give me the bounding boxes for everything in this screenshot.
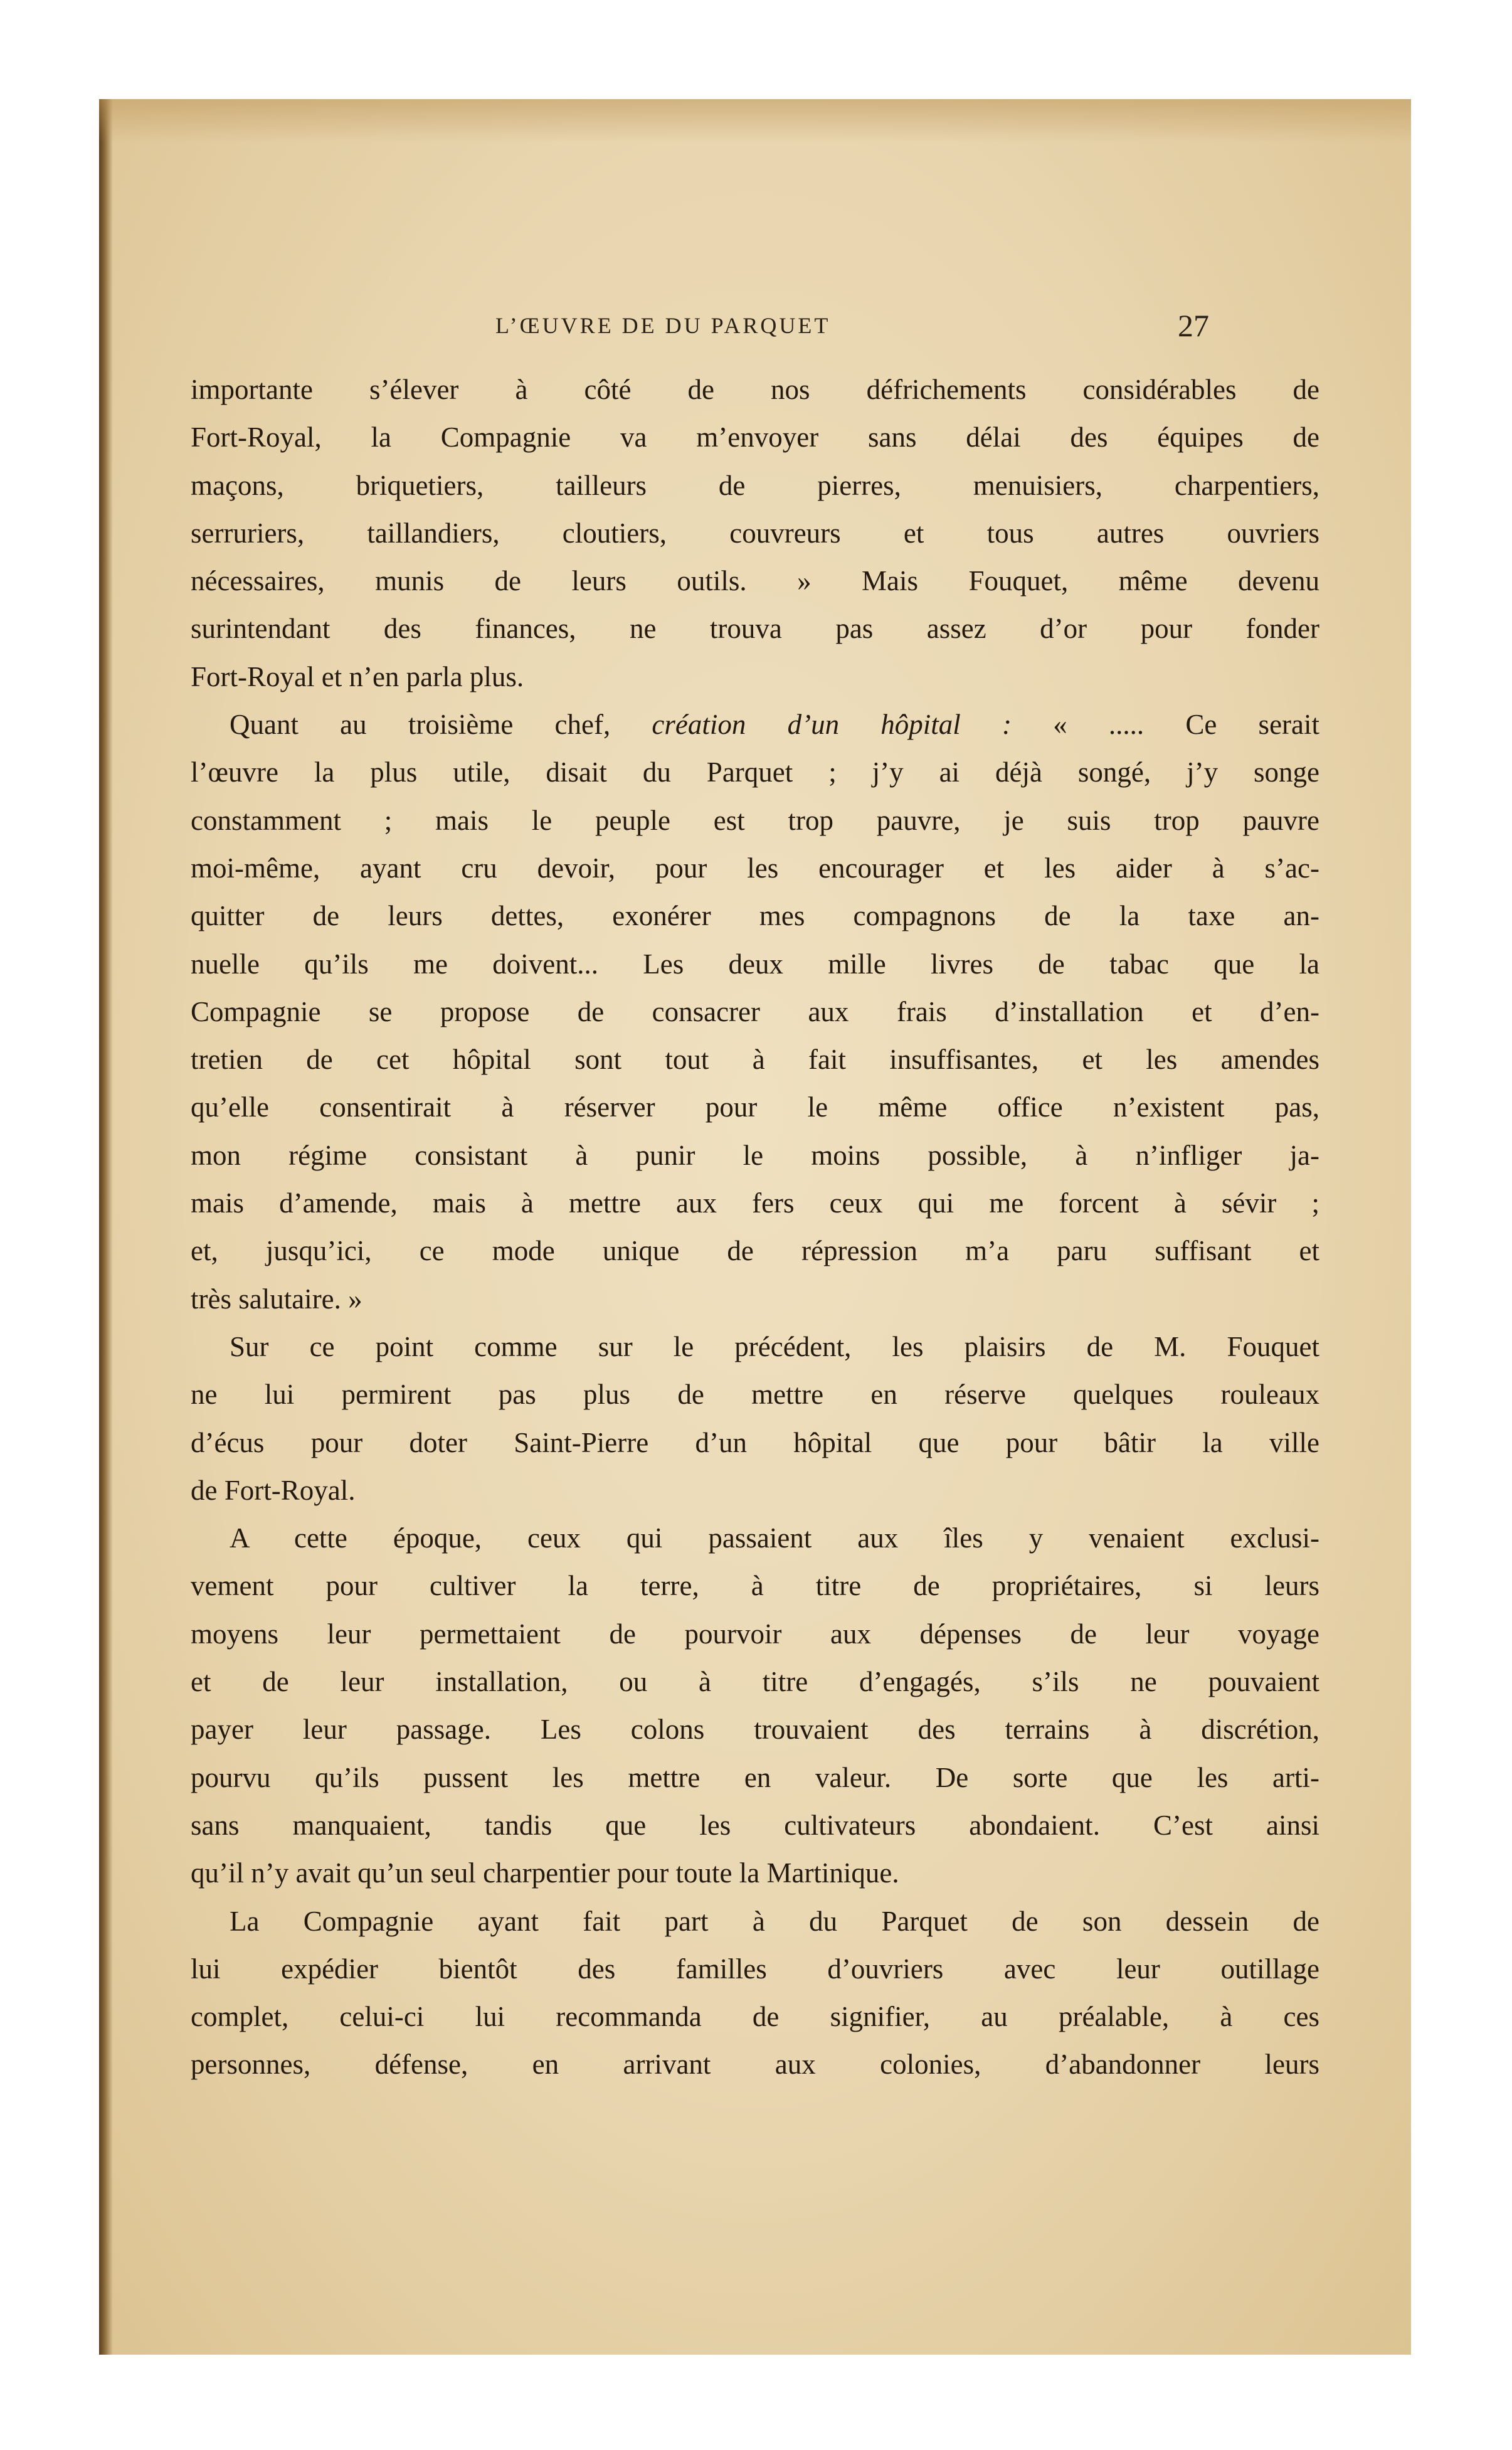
text-line: de Fort-Royal.	[191, 1474, 356, 1506]
text-line: d’écus pour doter Saint-Pierre d’un hôpital que pour bâtir la ville	[191, 1426, 1319, 1458]
text-line: nuelle qu’ils me doivent... Les deux mille livres de tabac que la	[191, 948, 1319, 980]
page-number: 27	[1178, 308, 1209, 343]
text-line: l’œuvre la plus utile, disait du Parquet ; j’y ai déjà songé, j’y songe	[191, 756, 1319, 788]
text-line: sans manquaient, tandis que les cultivateurs abondaient. C’est ainsi	[191, 1809, 1319, 1841]
running-head	[99, 307, 1411, 345]
text-line: et, jusqu’ici, ce mode unique de répression m’a paru suffisant et	[191, 1235, 1319, 1267]
text-line: A cette époque, ceux qui passaient aux îles y venaient exclusi-	[230, 1522, 1319, 1554]
text-line: quitter de leurs dettes, exonérer mes compagnons de la taxe an-	[191, 900, 1319, 932]
text-run: Quant au troisième chef,	[230, 709, 611, 741]
text-line: mon régime consistant à punir le moins possible, à n’infliger ja-	[191, 1139, 1319, 1171]
text-line: moi-même, ayant cru devoir, pour les encourager et les aider à s’ac-	[191, 852, 1319, 884]
text-line-mixed	[191, 701, 1319, 748]
text-line: tretien de cet hôpital sont tout à fait insuffisantes, et les amendes	[191, 1044, 1319, 1076]
text-line: mais d’amende, mais à mettre aux fers ceux qui me forcent à sévir ;	[191, 1187, 1319, 1219]
text-line: vement pour cultiver la terre, à titre de propriétaires, si leurs	[191, 1570, 1319, 1602]
text-line: nécessaires, munis de leurs outils. » Mais Fouquet, même devenu	[191, 565, 1319, 597]
text-line: Fort-Royal, la Compagnie va m’envoyer sans délai des équipes de	[191, 422, 1319, 453]
text-line: serruriers, taillandiers, cloutiers, couvreurs et tous autres ouvriers	[191, 517, 1319, 549]
text-line: complet, celui-ci lui recommanda de signifier, au préalable, à ces	[191, 2001, 1319, 2033]
text-line: importante s’élever à côté de nos défrichements considérables de	[191, 374, 1319, 405]
text-run: « ..... Ce serait	[1053, 709, 1320, 741]
text-line: La Compagnie ayant fait part à du Parquet de son dessein de	[230, 1905, 1319, 1937]
text-line: qu’elle consentirait à réserver pour le même office n’existent pas,	[191, 1091, 1319, 1123]
text-line: et de leur installation, ou à titre d’engagés, s’ils ne pouvaient	[191, 1666, 1319, 1698]
text-line: qu’il n’y avait qu’un seul charpentier pour toute la Martinique.	[191, 1857, 899, 1889]
text-line: Sur ce point comme sur le précédent, les plaisirs de M. Fouquet	[230, 1330, 1319, 1362]
text-line: lui expédier bientôt des familles d’ouvriers avec leur outillage	[191, 1953, 1319, 1985]
text-line: maçons, briquetiers, tailleurs de pierres, menuisiers, charpentiers,	[191, 469, 1319, 501]
body-text	[191, 366, 1319, 2089]
italic-phrase: création d’un hôpital :	[652, 709, 1012, 741]
text-line: surintendant des finances, ne trouva pas assez d’or pour fonder	[191, 613, 1319, 645]
text-line: très salutaire. »	[191, 1283, 362, 1315]
running-title: L’ŒUVRE DE DU PARQUET	[495, 313, 831, 338]
text-line: constamment ; mais le peuple est trop pauvre, je suis trop pauvre	[191, 804, 1319, 836]
text-line: Fort-Royal et n’en parla plus.	[191, 660, 524, 692]
book-page	[99, 99, 1411, 2355]
text-line: Compagnie se propose de consacrer aux frais d’installation et d’en-	[191, 995, 1319, 1027]
text-line: personnes, défense, en arrivant aux colonies, d’abandonner leurs	[191, 2049, 1319, 2081]
text-line: pourvu qu’ils pussent les mettre en valeur. De sorte que les arti-	[191, 1761, 1319, 1793]
text-line: ne lui permirent pas plus de mettre en réserve quelques rouleaux	[191, 1379, 1319, 1411]
text-line: moyens leur permettaient de pourvoir aux dépenses de leur voyage	[191, 1618, 1319, 1650]
text-line: payer leur passage. Les colons trouvaient des terrains à discrétion,	[191, 1714, 1319, 1746]
